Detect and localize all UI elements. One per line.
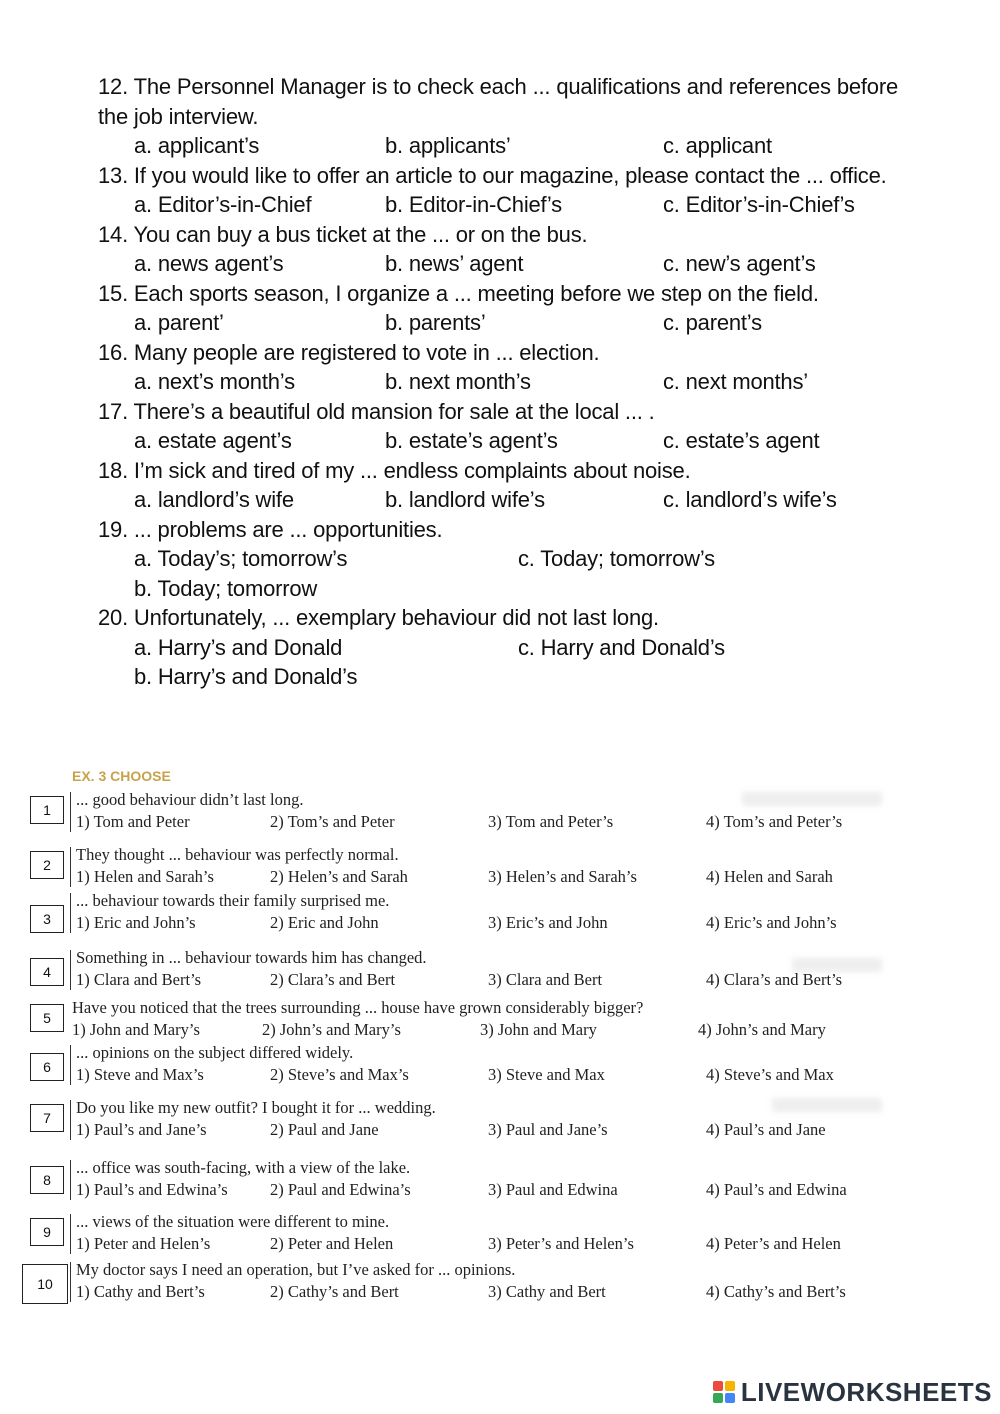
answer-box-7[interactable]: 7	[30, 1104, 64, 1132]
question-12	[98, 72, 898, 161]
option-b[interactable]: b. Editor-in-Chief’s	[385, 192, 562, 217]
item-option-2[interactable]: 2) Helen’s and Sarah	[270, 867, 408, 886]
item-option-2[interactable]: 2) Peter and Helen	[270, 1234, 394, 1253]
question-19	[98, 515, 898, 604]
item-option-1[interactable]: 1) Paul’s and Jane’s	[76, 1120, 207, 1139]
item-option-2[interactable]: 2) Paul and Edwina’s	[270, 1180, 411, 1199]
item-option-1[interactable]: 1) Tom and Peter	[76, 812, 190, 831]
item-option-2[interactable]: 2) Steve’s and Max’s	[270, 1065, 409, 1084]
options-row	[98, 131, 898, 161]
option-a[interactable]: a. landlord’s wife	[134, 487, 294, 512]
options-row	[98, 544, 898, 574]
exercise-item-1	[0, 790, 1000, 842]
question-text: 16. Many people are registered to vote in ... election.	[98, 339, 600, 365]
exercise-item-9	[0, 1212, 1000, 1264]
answer-box-8[interactable]: 8	[30, 1166, 64, 1194]
item-option-1[interactable]: 1) Helen and Sarah’s	[76, 867, 214, 886]
item-option-3[interactable]: 3) Steve and Max	[488, 1065, 605, 1084]
grammar-questions-12-20	[98, 72, 898, 692]
option-c[interactable]: c. parent’s	[663, 310, 762, 335]
option-a[interactable]: a. parent’	[134, 310, 224, 335]
logo-tile-icon	[725, 1381, 735, 1391]
exercise-item-10	[0, 1260, 1000, 1312]
item-option-2[interactable]: 2) Paul and Jane	[270, 1120, 379, 1139]
options-row	[98, 485, 898, 515]
item-question: ... behaviour towards their family surprised me.	[76, 891, 390, 910]
answer-box-2[interactable]: 2	[30, 851, 64, 879]
question-text: 14. You can buy a bus ticket at the ... or on the bus.	[98, 221, 588, 247]
item-option-3[interactable]: 3) Peter’s and Helen’s	[488, 1234, 634, 1253]
option-a[interactable]: a. news agent’s	[134, 251, 284, 276]
item-option-3[interactable]: 3) Helen’s and Sarah’s	[488, 867, 637, 886]
question-text: 12. The Personnel Manager is to check each ... qualifications and references before the job interview.	[98, 74, 898, 129]
item-option-1[interactable]: 1) Clara and Bert’s	[76, 970, 202, 989]
item-question: Have you noticed that the trees surrounding ... house have grown considerably bigger?	[72, 998, 644, 1017]
item-option-4[interactable]: 4) Helen and Sarah	[706, 867, 833, 886]
option-c[interactable]: c. applicant	[663, 133, 772, 158]
item-option-4[interactable]: 4) Paul’s and Jane	[706, 1120, 826, 1139]
exercise-item-3	[0, 891, 1000, 943]
answer-box-6[interactable]: 6	[30, 1053, 64, 1081]
option-b[interactable]: b. news’ agent	[385, 251, 524, 276]
item-option-3[interactable]: 3) Paul and Jane’s	[488, 1120, 608, 1139]
item-option-4[interactable]: 4) Tom’s and Peter’s	[706, 812, 843, 831]
question-18	[98, 456, 898, 515]
item-question: ... opinions on the subject differed widely.	[76, 1043, 354, 1062]
item-option-2[interactable]: 2) Eric and John	[270, 913, 379, 932]
options-row	[98, 308, 898, 338]
exercise-item-4	[0, 948, 1000, 1000]
answer-box-3[interactable]: 3	[30, 905, 64, 933]
option-b[interactable]: b. next month’s	[385, 369, 531, 394]
item-option-1[interactable]: 1) John and Mary’s	[72, 1020, 200, 1039]
option-b[interactable]: b. estate’s agent’s	[385, 428, 558, 453]
item-option-4[interactable]: 4) Cathy’s and Bert’s	[706, 1282, 846, 1301]
option-c[interactable]: c. next months’	[663, 369, 808, 394]
item-option-1[interactable]: 1) Cathy and Bert’s	[76, 1282, 205, 1301]
item-option-2[interactable]: 2) John’s and Mary’s	[262, 1020, 401, 1039]
question-15	[98, 279, 898, 338]
item-option-3[interactable]: 3) Tom and Peter’s	[488, 812, 614, 831]
question-text: 20. Unfortunately, ... exemplary behaviour did not last long.	[98, 605, 659, 630]
answer-box-4[interactable]: 4	[30, 958, 64, 986]
item-option-1[interactable]: 1) Steve and Max’s	[76, 1065, 204, 1084]
logo-grid-icon	[713, 1381, 735, 1403]
item-option-2[interactable]: 2) Tom’s and Peter	[270, 812, 395, 831]
item-option-4[interactable]: 4) Steve’s and Max	[706, 1065, 834, 1084]
item-option-1[interactable]: 1) Peter and Helen’s	[76, 1234, 211, 1253]
item-question: ... office was south-facing, with a view of the lake.	[76, 1158, 411, 1177]
item-option-4[interactable]: 4) Paul’s and Edwina	[706, 1180, 847, 1199]
option-a[interactable]: a. Editor’s-in-Chief	[134, 192, 312, 217]
item-option-2[interactable]: 2) Cathy’s and Bert	[270, 1282, 399, 1301]
option-c[interactable]: c. Harry and Donald’s	[518, 634, 725, 660]
options-row	[98, 426, 898, 456]
logo-tile-icon	[725, 1393, 735, 1403]
item-question: They thought ... behaviour was perfectly normal.	[76, 845, 399, 864]
option-a[interactable]: a. applicant’s	[134, 133, 260, 158]
question-text: 18. I’m sick and tired of my ... endless complaints about noise.	[98, 457, 691, 483]
item-option-3[interactable]: 3) Clara and Bert	[488, 970, 603, 989]
option-c[interactable]: c. estate’s agent	[663, 428, 820, 453]
options-row	[98, 662, 898, 692]
item-option-1[interactable]: 1) Eric and John’s	[76, 913, 196, 932]
answer-box-9[interactable]: 9	[30, 1218, 64, 1246]
logo-text: LIVEWORKSHEETS	[740, 1376, 992, 1407]
item-option-3[interactable]: 3) Paul and Edwina	[488, 1180, 618, 1199]
item-option-3[interactable]: 3) Cathy and Bert	[488, 1282, 606, 1301]
logo-tile-icon	[713, 1381, 723, 1391]
options-row	[98, 367, 898, 397]
exercise-3-title: EX. 3 CHOOSE	[72, 768, 171, 784]
option-b[interactable]: b. Harry’s and Donald’s	[134, 664, 358, 689]
item-option-1[interactable]: 1) Paul’s and Edwina’s	[76, 1180, 228, 1199]
question-20	[98, 603, 898, 692]
options-row	[98, 190, 898, 220]
item-question: ... views of the situation were different to mine.	[76, 1212, 390, 1231]
question-13	[98, 161, 898, 220]
item-question: Do you like my new outfit? I bought it for ... wedding.	[76, 1098, 436, 1117]
options-row	[98, 249, 898, 279]
item-question: ... good behaviour didn’t last long.	[76, 790, 304, 809]
question-text: 13. If you would like to offer an article to our magazine, please contact the ... office.	[98, 162, 887, 188]
item-option-3[interactable]: 3) John and Mary	[480, 1020, 597, 1039]
option-b[interactable]: b. parents’	[385, 310, 486, 335]
answer-box-5[interactable]: 5	[30, 1004, 64, 1032]
option-b[interactable]: b. landlord wife’s	[385, 487, 545, 512]
option-a[interactable]: a. estate agent’s	[134, 428, 292, 453]
logo-tile-icon	[713, 1393, 723, 1403]
item-question: My doctor says I need an operation, but I’ve asked for ... opinions.	[76, 1260, 516, 1279]
exercise-item-8	[0, 1158, 1000, 1210]
liveworksheets-logo	[713, 1378, 992, 1406]
option-b[interactable]: b. Today; tomorrow	[134, 575, 318, 601]
option-c[interactable]: c. Editor’s-in-Chief’s	[663, 192, 855, 217]
question-text: 17. There’s a beautiful old mansion for sale at the local ... .	[98, 398, 655, 424]
question-16	[98, 338, 898, 397]
option-c[interactable]: c. new’s agent’s	[663, 251, 816, 276]
option-a[interactable]: a. Harry’s and Donald	[134, 634, 343, 660]
item-option-4[interactable]: 4) Eric’s and John’s	[706, 913, 837, 932]
question-text: 19. ... problems are ... opportunities.	[98, 516, 443, 542]
item-option-4[interactable]: 4) Clara’s and Bert’s	[706, 970, 843, 989]
options-row	[98, 633, 898, 663]
option-a[interactable]: a. Today’s; tomorrow’s	[134, 546, 348, 571]
answer-box-1[interactable]: 1	[30, 796, 64, 824]
item-question: Something in ... behaviour towards him has changed.	[76, 948, 427, 967]
question-14	[98, 220, 898, 279]
item-option-4[interactable]: 4) Peter’s and Helen	[706, 1234, 841, 1253]
exercise-item-6	[0, 1043, 1000, 1095]
question-text: 15. Each sports season, I organize a ... meeting before we step on the field.	[98, 280, 819, 306]
exercise-item-7	[0, 1098, 1000, 1150]
item-option-2[interactable]: 2) Clara’s and Bert	[270, 970, 396, 989]
option-b[interactable]: b. applicants’	[385, 133, 511, 158]
question-17	[98, 397, 898, 456]
item-option-3[interactable]: 3) Eric’s and John	[488, 913, 608, 932]
item-option-4[interactable]: 4) John’s and Mary	[698, 1020, 826, 1039]
answer-box-10[interactable]: 10	[22, 1264, 68, 1304]
option-c[interactable]: c. Today; tomorrow’s	[518, 546, 715, 571]
exercise-item-2	[0, 845, 1000, 897]
options-row	[98, 574, 898, 604]
option-c[interactable]: c. landlord’s wife’s	[663, 487, 837, 512]
option-a[interactable]: a. next’s month’s	[134, 369, 295, 394]
